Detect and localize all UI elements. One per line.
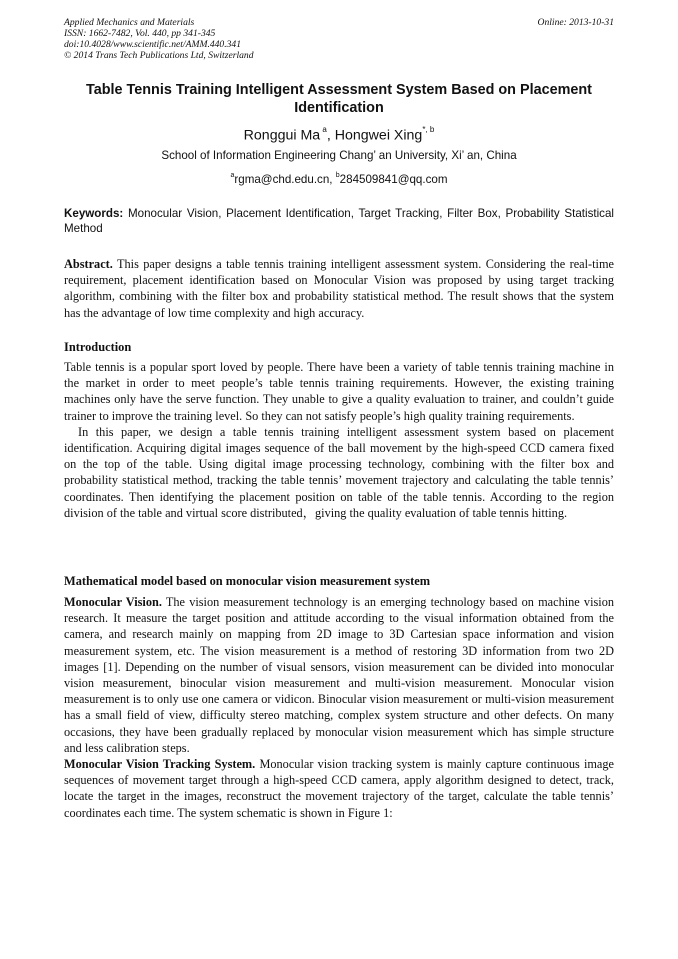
journal-name: Applied Mechanics and Materials: [64, 17, 195, 28]
introduction-body: [64, 359, 614, 521]
author-separator: ,: [326, 127, 335, 144]
email-mark: a: [230, 172, 235, 179]
introduction-heading: Introduction: [64, 340, 132, 354]
author-affiliation-mark: *, b: [422, 125, 435, 134]
author-affiliation-mark: a: [322, 125, 327, 134]
paragraph: Table tennis is a popular sport loved by people. There have been a variety of table tennis training machine in the market in order to meet people’s table tennis training requirements. However, the existing training machines only have the serve function. They unable to give a quality evaluation to trainer, and couldn’t guide trainer to improve the training level. So they can not satisfy people’s high quality training requirements.: [64, 360, 614, 423]
email: 284509841@qq.com: [339, 172, 448, 186]
subsection-label: Monocular Vision.: [64, 595, 162, 609]
issn-line: ISSN: 1662-7482, Vol. 440, pp 341-345: [64, 28, 216, 39]
section-heading: Mathematical model based on monocular vision measurement system: [64, 574, 431, 588]
paragraph: Monocular vision tracking system is mainly capture continuous image sequences of movement target through a high-speed CCD camera, apply algorithm designed to detect, track, locate the target in the images, reconstruct the movement trajectory of the target, calculate the table tennis’ coordinates each time. The system schematic is shown in Figure 1:: [64, 757, 615, 820]
paper-title: Table Tennis Training Intelligent Assessment System Based on Placement Identification: [86, 82, 592, 116]
email-mark: b: [335, 172, 340, 179]
journal-info: [64, 17, 614, 61]
email: rgma@chd.edu.cn,: [234, 172, 333, 186]
paragraph: In this paper, we design a table tennis training intelligent assessment system based on placement identification. Acquiring digital images sequence of the ball movement by the high-speed CCD camera fixed on the top of the table. Using digital image processing technology, combining with the filter box and probability statistical method, tracking the table tennis’ movement trajectory and calculating the table tennis’ coordinates. Then identifying the placement position on table of the table tennis. According to the region division of the table and virtual score distributed，giving the quality evaluation of table tennis hitting.: [64, 424, 614, 520]
abstract: [64, 256, 614, 321]
online-date: Online: 2013-10-31: [537, 17, 614, 28]
authors-line: [64, 123, 614, 145]
author-name: Ronggui Ma: [243, 127, 321, 144]
affiliation: School of Information Engineering Chang’ an University, Xi’ an, China: [161, 149, 517, 162]
subsection-label: Monocular Vision Tracking System.: [64, 757, 256, 772]
paragraph: The vision measurement technology is an emerging technology based on machine vision research. It measure the target position and attitude according to the visual information obtained from the camera, and research mainly on mapping from 2D image to 3D Cartesian space information and vision measurement system, etc. The vision measurement is a method of restoring 3D information from two 2D images [1]. Depending on the number of visual sensors, vision measurement can be divided into monocular vision measurement, binocular vision measurement and multi-vision measurement. Monocular vision measurement is to only use one camera or vidicon. Binocular vision measurement or multi-vision measurement has a small field of view, difficulty stereo matching, complex system structure and other defects. On many occasions, they have been gradually replaced by monocular vision measurement which has simple structure and less calibration steps.: [64, 595, 615, 755]
keywords-label: Keywords:: [64, 207, 124, 220]
author-name: Hongwei Xing: [334, 127, 423, 144]
doi-line: doi:10.4028/www.scientific.net/AMM.440.341: [64, 39, 242, 50]
section-body: [64, 594, 614, 821]
journal-header: [64, 17, 614, 61]
emails-line: [64, 170, 614, 187]
copyright-line: © 2014 Trans Tech Publications Ltd, Switzerland: [64, 50, 254, 61]
keywords: [64, 206, 614, 236]
keywords-text: Monocular Vision, Placement Identification, Target Tracking, Filter Box, Probability Statistical Method: [64, 207, 614, 235]
abstract-label: Abstract.: [64, 257, 113, 271]
abstract-text: This paper designs a table tennis training intelligent assessment system. Considering the real-time requirement, placement identification based on Monocular Vision was proposed by using target tracking algorithm, combining with the filter box and probability statistical method. The result shows that the system has the advantage of low time complexity and high accuracy.: [64, 257, 614, 320]
